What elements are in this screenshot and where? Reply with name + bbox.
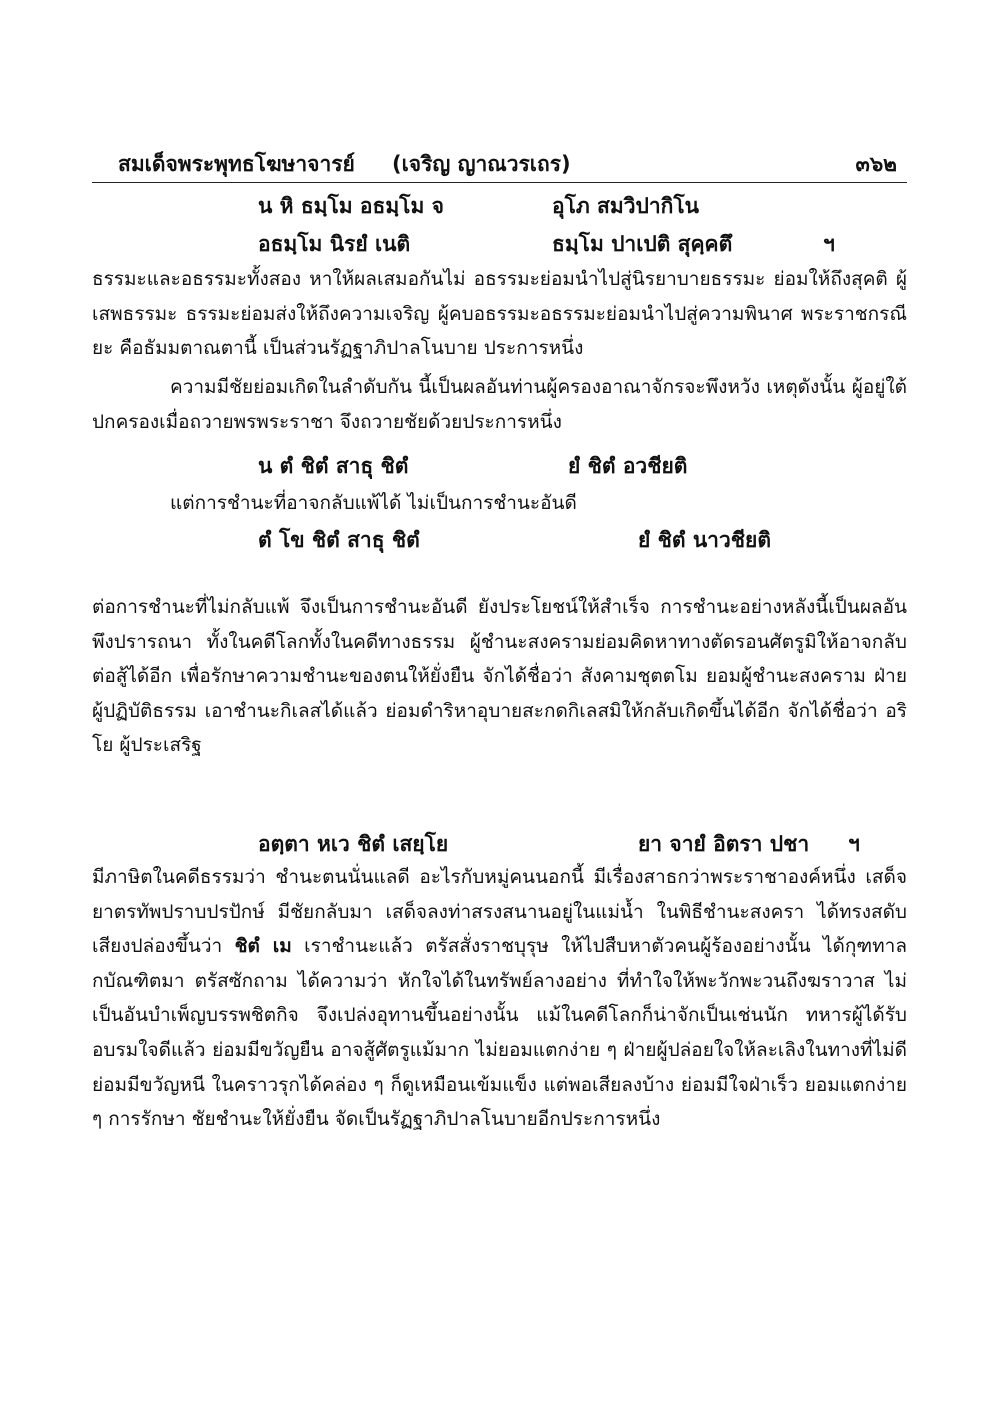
verse-1 <box>258 190 858 224</box>
header-author: สมเด็จพระพุทธโฆษาจารย์ <box>118 152 355 176</box>
paragraph-3: แต่การชำนะที่อาจกลับแพ้ได้ ไม่เป็นการชำนะอันดี <box>170 492 577 514</box>
verse-4-line-a: ตํ โข ชิตํ สาธุ ชิตํ <box>258 528 420 552</box>
page-header <box>92 148 907 183</box>
verse-4-line-b: ยํ ชิตํ นาวชียติ <box>638 528 771 552</box>
paragraph-5-emphasis: ชิตํ เม <box>234 935 292 958</box>
verse-2-line-a: อธมฺโม นิรยํ เนติ <box>258 232 411 256</box>
paragraph-1: ธรรมะและอธรรมะทั้งสอง หาให้ผลเสมอกันไม่ อธรรมะย่อมนำไปสู่นิรยาบายธรรมะ ย่อมให้ถึงสุคติ ผู้เสพธรรมะ ธรรมะย่อมส่งให้ถึงความเจริญ ผู้คบอธรรมะอธรรมะย่อมนำไปสู่ความพินาศ พระราชกรณียะ คือธัมมตาณตานี้ เป็นส่วนรัฏฐาภิปาลโนบาย ประการหนึ่ง <box>92 268 907 360</box>
verse-2-line-b: ธมฺโม ปาเปติ สุคฺคตึ <box>552 232 733 256</box>
verse-5-end-mark: ฯ <box>848 832 860 856</box>
verse-1-line-a: น หิ ธมฺโม อธมฺโม จ <box>258 194 444 218</box>
paragraph-2: ความมีชัยย่อมเกิดในลำดับกัน นี้เป็นผลอันท่านผู้ครองอาณาจักรจะพึงหวัง เหตุดังนั้น ผู้อยู่ใต้ปกครองเมื่อถวายพรพระราชา จึงถวายชัยด้วยประการหนึ่ง <box>92 376 907 433</box>
header-name: (เจริญ ญาณวรเถร) <box>392 152 571 176</box>
page-number: ๓๖๒ <box>855 152 897 176</box>
verse-5-line-b: ยา จายํ อิตรา ปชา <box>638 832 810 856</box>
verse-3 <box>258 450 858 484</box>
verse-2 <box>258 228 858 262</box>
verse-2-end-mark: ฯ <box>823 232 835 256</box>
verse-5 <box>258 828 878 862</box>
verse-3-line-a: น ตํ ชิตํ สาธุ ชิตํ <box>258 454 409 478</box>
paragraph-4: ต่อการชำนะที่ไม่กลับแพ้ จึงเป็นการชำนะอันดี ยังประโยชน์ให้สำเร็จ การชำนะอย่างหลังนี้เป็นผลอันพึงปรารถนา ทั้งในคดีโลกทั้งในคดีทางธรรม ผู้ชำนะสงครามย่อมคิดหาทางตัดรอนศัตรูมิให้อาจกลับต่อสู้ได้อีก เพื่อรักษาความชำนะของตนให้ยั่งยืน จักได้ชื่อว่า สังคามชุตตโม ยอมผู้ชำนะสงคราม ฝ่ายผู้ปฏิบัติธรรม เอาชำนะกิเลสได้แล้ว ย่อมดำริหาอุบายสะกดกิเลสมิให้กลับเกิดขึ้นได้อีก จักได้ชื่อว่า อริโย ผู้ประเสริฐ <box>92 596 907 757</box>
paragraph-5-text-before: มีภาษิตในคดีธรรมว่า ชำนะตนนั่นแลดี อะไรกับหมู่คนนอกนี้ มีเรื่องสาธกว่าพระราชาองค์หนึ่ง เสด็จยาตรทัพปราบปรปักษ์ มีชัยกลับมา เสด็จลงท่าสรงสนานอยู่ในแม่น้ำ ในพิธีชำนะสงครา ได้ทรงสดับเสียงปล่องขึ้นว่า <box>92 866 907 958</box>
paragraph-5-text-after: เราชำนะแล้ว ตรัสสั่งราชบุรุษ ให้ไปสืบหาตัวคนผู้ร้องอย่างนั้น ได้กุฑทาลกบัณฑิตมา ตรัสซักถาม ได้ความว่า หักใจได้ในทรัพย์ลางอย่าง ที่ทำใจให้พะวักพะวนถึงฆราวาส ไม่เป็นอันบำเพ็ญบรรพชิตกิจ จึงเปล่งอุทานขึ้นอย่างนั้น แม้ในคดีโลกก็น่าจักเป็นเช่นนัก ทหารผู้ได้รับอบรมใจดีแล้ว ย่อมมีขวัญยืน อาจสู้ศัตรูแม้มาก ไม่ยอมแตกง่าย ๆ ฝ่ายผู้ปล่อยใจให้ละเลิงในทางที่ไม่ดี ย่อมมีขวัญหนี ในคราวรุกได้คล่อง ๆ ก็ดูเหมือนเข้มแข็ง แต่พอเสียลงบ้าง ย่อมมีใจฝ่าเร็ว ยอมแตกง่าย ๆ การรักษา ชัยชำนะให้ยั่งยืน จัดเป็นรัฏฐาภิปาลโนบายอีกประการหนึ่ง <box>92 935 907 1131</box>
verse-4 <box>258 524 858 558</box>
paragraph-5 <box>92 860 907 1137</box>
verse-1-line-b: อุโภ สมวิปากิโน <box>552 194 699 218</box>
verse-3-line-b: ยํ ชิตํ อวชียติ <box>568 454 688 478</box>
verse-5-line-a: อตฺตา หเว ชิตํ เสยฺโย <box>258 832 449 856</box>
